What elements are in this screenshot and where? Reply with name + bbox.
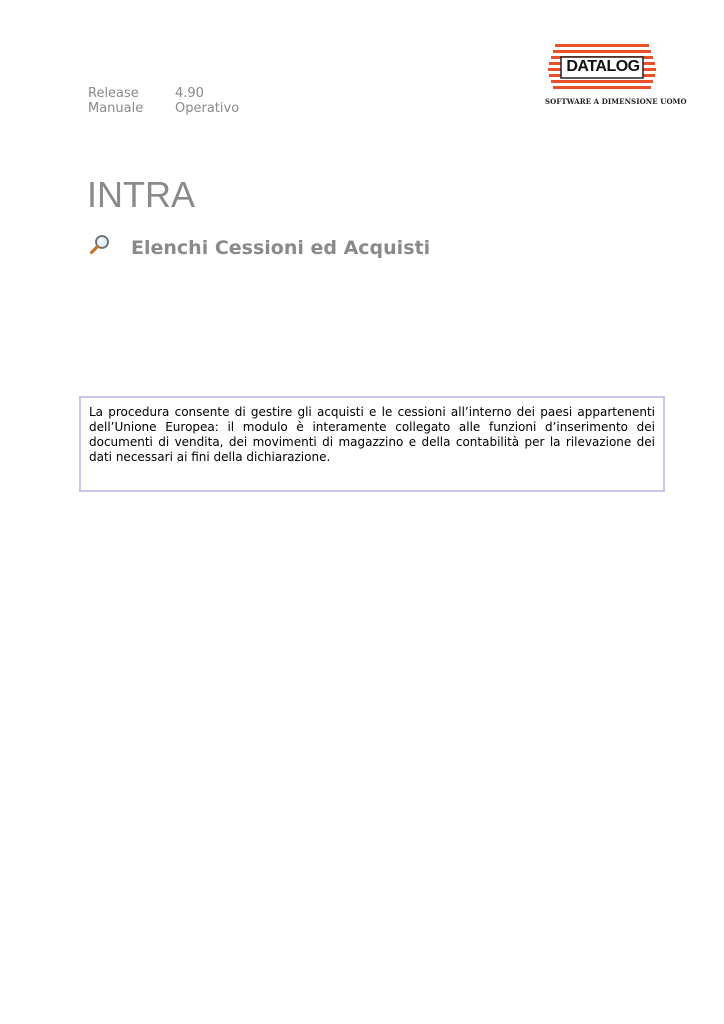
- magnifier-icon: [89, 234, 111, 256]
- release-row: [88, 86, 239, 101]
- release-label: Release: [88, 86, 139, 101]
- release-info: [88, 86, 239, 116]
- release-value: 4.90: [175, 86, 204, 101]
- manual-label: Manuale: [88, 101, 144, 116]
- datalog-logo: [545, 42, 687, 108]
- document-title: INTRA: [87, 174, 195, 215]
- document-subtitle: Elenchi Cessioni ed Acquisti: [131, 237, 431, 259]
- summary-text: La procedura consente di gestire gli acquisti e le cessioni all’interno dei paesi appartenenti dell’Unione Europea: il modulo è interamente collegato alle funzioni d’inserimento dei documenti di vendita, dei movimenti di magazzino e della contabilità per la rilevazione dei dati necessari ai fini della dichiarazione.: [89, 405, 655, 464]
- logo-name: DATALOG: [566, 58, 640, 75]
- manual-value: Operativo: [175, 101, 240, 116]
- summary-box: [79, 396, 665, 492]
- manual-row: [88, 101, 239, 116]
- logo-tagline: SOFTWARE A DIMENSIONE UOMO: [545, 97, 687, 106]
